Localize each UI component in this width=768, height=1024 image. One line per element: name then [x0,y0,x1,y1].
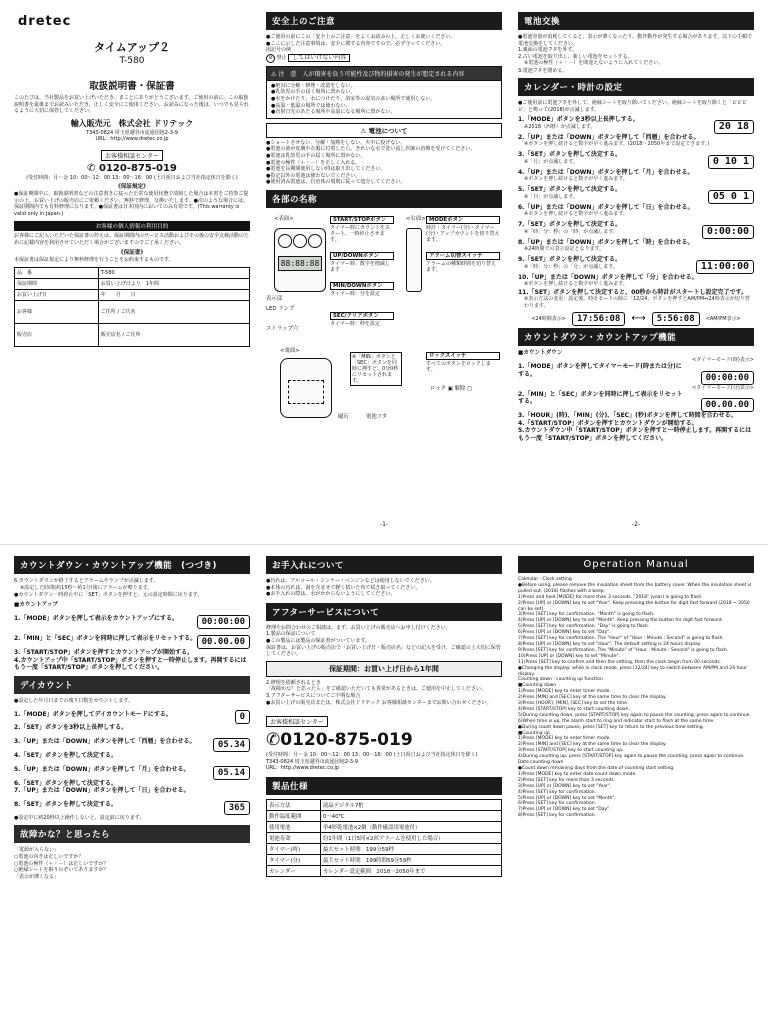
manual-line: 4)Press [START/STOP] key to start counting down. [518,706,630,712]
after-service-heading: アフターサービスについて [266,603,502,621]
safety-heading: 安全上のご注意 [266,12,502,30]
knob-button [308,234,322,248]
step-text: 5.「UP」または「DOWN」ボタンを押して「月」を合わせる。 [14,765,190,773]
step-row [14,760,250,780]
operation-manual-heading: Operation Manual [518,556,754,573]
step-text: 1.「MODE」ボタンを押して表示をカウントアップにする。 [14,615,179,623]
warranty-heading: 《保証規定》 [115,183,149,190]
battery-change-intro: ●電池容量が消耗してくると、表示が薄くなったり、動作動作が発生する場合があります。以下の手順で電池交換をしてください。 [518,34,752,47]
lcd-label: 表示部 [266,295,283,302]
manual-line: ■Counting up [518,730,550,736]
step-note: ※「月」が点滅します。 [524,158,578,165]
after-intro: 修理やお問合わせのご相談は、まず、お買い上げの販売店へお申し付けください。 [266,624,451,631]
lcd-display: 05 0 1 [708,190,754,204]
warning-icon: ⚠ [271,70,277,78]
manual-line: 3)Press [SET] key for confirmation. "Month" is going to flash. [518,612,655,618]
importer-address: T343-0824 埼玉県越谷市流通団地2-3-9 [86,129,178,136]
step-note: ※ボタンを押し続けると数字が早く進みます。 [524,281,628,288]
support-hours: (受付時間：月～金 10：00～12：00 13：00～16：00 (土日祝日および当社指定休日を除く) [266,752,478,759]
battery-step: 2.古い電池を取り出し、新しい電池をセットする。 [518,53,633,60]
knob-button [293,234,307,248]
manual-line: 6)When time is up, the alarm start to ring and indicator start to flash at the same time. [518,718,715,724]
step-text: 4.「START/STOP」ボタンを押すとカウントダウンが開始する。 [518,419,698,427]
step-text: 2.「MIN」と「SEC」ボタンを同時に押して表示をリセットする。 [14,635,197,643]
manual-line: Date counting down [518,760,564,766]
countup-subheading: ■カウントアップ [14,601,58,608]
manual-line: 9)Press [SET] key for confirmation. The "Minute" of "Hour : Minute : Second" is going to flash. [518,647,729,653]
step-text: 8.「SET」ボタンを押して決定する。 [14,800,117,808]
warranty-card-title: 《保証書》 [118,249,146,256]
page-number: -1- [379,521,389,528]
repair-line: 2.修理を依頼されるとき [266,679,321,686]
symbol-label: 図記号の例 [266,47,292,54]
24h-display: 17:56:08 [572,312,625,326]
manual-line: 2)Press [MIN] and [SEC] key at the same time to clear the display. [518,695,667,701]
countup-steps [14,609,250,672]
step-text: 9.「SET」ボタンを押して決定する。 [518,256,621,264]
privacy-heading: お客様の個人情報の利用目的 [14,221,250,231]
callout-alarm-switch: アラーム切替スイッチ アラームの種類時間を切り替えます。 [426,252,500,273]
after-line: 1.製品の保証について [266,631,316,638]
lcd-display: 20 18 [714,120,754,134]
manual-line: ●Changing the display: while in clock mode, press [12/24] key to switch between AM/PM and 24-hour display. [518,665,747,677]
caution-body: ●絶対に分解・修理・改造をしない。 ●乳幼児の手の届く場所に置かない。 ●水をかけたり、水につけたり、浴室等の湿気の多い場所で使用しない。 ●高温・低温の場所では使わない。 ●直射日光のあたる場所や高温になる場所に置かない。 [266,81,502,119]
step-text: 2.「SET」ボタンを3秒以上長押しする。 [14,724,128,732]
lcd-display: 00.00.00 [701,398,754,412]
warranty-card-text: 本保証書は保証規定により無料修理を行うことをお約束するものです。 [14,256,174,263]
callout-lock: ロックスイッチ すべてのボタンをロックします。 [426,352,500,373]
manual-line: 5)Press [SET] key for confirmation. "Day" is going to flash. [518,624,650,630]
battery-step: 3.電池フタを閉める。 [518,67,568,74]
privacy-text: お客様にご記入いただいた保証書の控えは、保証期間内のサービス活動およびその後の安全点検活動のために記載内容を利用させていただく場合がございますのでご了承ください。 [14,233,250,246]
callout-mode: MODEボタン 時計・タイマー(分)・タイマー(分)・アップカウントを切り替えます。 [426,216,500,243]
step-note: ※ボタンを押し続けると数字が早く進みます。(2018～2050年まで設定できます。) [524,141,710,148]
countdown-heading: カウントダウン・カウントアップ機能 [518,328,754,346]
step-note: ※「時：分：秒」の「分」が点滅します。 [524,263,618,270]
swap-arrow-icon: ⟷ [631,313,646,325]
manual-line: 4)Press [UP] or [DOWN] key to set "Month". Keep pressing the button for digit fast forward. [518,618,723,624]
manual-line: 11)Press [SET] key to confirm and then the setting, then the clock begin from 00 seconds. [518,659,722,665]
troubleshoot-heading: 故障かな？と思ったら [14,825,250,843]
manual-line: 6)Press [SET] key for confirmation. [518,801,597,807]
safety-line-1: ●ご使用の前にこの「安全上のご注意」をよくお読みの上、正しくお使いください。 [266,34,456,40]
step-row [518,274,754,289]
step-row [14,787,250,795]
step-row [14,609,250,629]
repair-line: 「故障かな？と思ったら」をご確認いただいても異常があるときは、ご使用を中止してください。 [266,686,487,693]
step-row [518,169,754,184]
cd-note: ※設定した時間(約15秒～約1分)後にアラームが鳴ります。 [20,584,153,591]
warranty-card-table: 品 番 T-580 保証期間 お買い上げ日より 1年間 お買い上げ日 年 月 日 お客様 ご住所 / ご氏名 販売店 販売店名 / ご住所 [14,267,250,347]
step-row [518,427,754,442]
support-hours: (受付時間：月～金 10：00～12：00 13：00～16：00 (土日祝日および当社指定休日を除く) [26,174,238,181]
phone-number: ✆ 0120-875-019 [87,162,177,174]
step-row [14,732,250,752]
step-text: 10.「UP」または「DOWN」ボタンを押して「分」を合わせる。 [518,273,698,281]
step-row [14,629,250,649]
care-line: ●お手入れの際は、水がかからないようにしてください。 [266,591,396,598]
lcd-display: 00.00.00 [197,635,250,649]
ampm-label: <AM/PM表示> [705,315,741,322]
manual-line: 3)Press [START/STOP] key to start counting up. [518,748,624,754]
step-note: ※ボタンを押し続けると数字が早く進みます。 [524,176,628,183]
step-text: 6.「UP」または「DOWN」ボタンを押して「日」を合わせる。 [518,203,694,211]
manual-line: ●During count down pause, press [SET] key to return to the previous time setting. [518,724,705,730]
step-text: 3.「SET」ボタンを押して決定する。 [518,151,621,159]
product-title: タイムアップ２ [93,41,170,54]
repair-line: 3.アフターサービスについてご不明な場合 [266,692,361,699]
trouble-line: 「電源が入らない」 [14,847,60,854]
step-row [14,724,250,732]
led-label: LED ランプ [266,305,295,312]
manual-line: ■Counting down [518,683,557,689]
operation-manual-text [518,577,754,819]
lcd-display: 05.14 [213,766,250,780]
cd-line: 6.カウントダウンが終了するとアラームやランプが点滅します。 [14,578,159,584]
step-row [518,134,754,149]
step-text: 7.「UP」または「DOWN」ボタンを押して「日」を合わせる。 [14,787,190,795]
manual-line: 2)Press [MIN] and [SEC] key at the same time to clear the display. [518,742,667,748]
manual-line: 4)During counting up, press [START/STOP] key again to pause the counting; press again to continue. [518,754,745,760]
warning-icon: ⚠ [360,126,367,135]
spec-table: 表示方法 液晶デジタル7桁 動作温度範囲 0～40℃ 使用電池 単4形乾電池×2個（動作確認用電池付） 電池寿命 約1年間（1日5回×2回アラームを使用した場合） タイマー(時) 最大セット時間 199分59秒 タイマー(分) 最大セット時間 199時間59分59秒 カレンダー カレンダー設定範囲 2018～2050年まで [266,799,502,877]
lcd-display: 0 [235,710,250,724]
step-note: ※24時間での表示設定となります。 [524,246,605,253]
step-note: ※ボタンを押し続けると数字が早く進みます。 [524,211,628,218]
lcd-display: 88:88:88 [278,256,322,271]
calendar-panel [518,12,754,532]
manual-line: 7)Press [UP] or [DOWN] key to set "Day". [518,807,611,813]
care-line: ●本体の汚れは、湯を含ませて軽く拭いた布で拭き取ってください。 [266,584,421,591]
step-text: 3.「START/STOP」ボタンを押すとカウントアップが開始する。 [14,649,193,656]
calendar-steps [518,114,754,310]
strap-label: ストラップ穴 [266,325,299,332]
manual-line: 1)Press [MODE] key to enter timer mode. [518,689,611,695]
step-text: 7.「SET」ボタンを押して決定する。 [518,221,621,229]
lcd-display: 0 10 1 [708,155,754,169]
trouble-line: ○電池の極性（＋・－）は正しいですか？ [14,860,109,867]
warranty-text: ●保証期間中に、取扱説明書などの注意書きに従った正常な使用状態で故障した場合は本書をご持参ご提示の上、お買い上げの販売店にご依頼ください。無料で修理、交換いたします。●次のような場合には、保証期間内でも有料修理になります。●保証書は日本国内においてのみ有効です。(This warranty is valid only in Japan.) [14,190,249,217]
callout-sec-clear: SEC/クリアボタン タイマー時：秒を設定 [330,312,394,327]
manual-line: ●Before using, please remove the insulation sheet from the battery cover. When the insulation sheet is pulled out, (2018) flashes with a beep. [518,582,752,594]
cd-line: ●カウントダウン一時停止中に「SET」ボタンを押すと、元の設定時間に戻ります。 [14,592,203,598]
step-row [14,795,250,815]
manual-line: 1)Press [MODE] key to enter timer mode. [518,736,611,742]
time-format-compare [518,312,754,326]
battery-step-note: ※電池の極性（＋・－）を間違えないように入れてください。 [524,60,664,67]
lcd-display: 11:00:00 [696,260,754,274]
calendar-intro: ●ご使用前に電池フタを外して、絶縁シートを取り除いてください。絶縁シートを取り除くと「ピピピピ」と鳴って(2018)が点滅します。 [518,100,747,113]
step-text: 6.「SET」ボタンを押して決定する。 [14,779,117,787]
battery-item: ●使用済み電池は、自治体の規則に従って処分してください。 [266,179,406,186]
safety-line-2: ●ここに示した注意事項は、安全に関する内容ですので、必ず守ってください。 [266,40,446,47]
step-row [14,752,250,760]
countdown-steps [518,357,754,442]
after-line: 保証書は、お買い上げの販売店で「お買い上げ日・販売店名」などの記入を受け、ご確認の上大切に保管してください。 [266,644,501,658]
battery-cover-label: 電池フタ [366,413,388,420]
parts-heading: 各部の名称 [266,190,502,208]
parts-diagram [266,212,502,424]
manual-title: 取扱説明書・保証書 [89,81,175,92]
support-address: T343-0824 埼玉県越谷市流通団地2-3-9 [266,758,358,765]
magnet-label: 磁石 [338,413,349,420]
step-row [518,149,754,169]
step-row [14,649,250,657]
importer-name: 輸入販売元 株式会社 ドリテック [70,118,194,128]
lcd-display: 00:00:00 [197,615,250,629]
step-row [518,289,754,310]
step-text: 8.「UP」または「DOWN」ボタンを押して「時」を合わせる。 [518,238,694,246]
manual-line: 1)Press [MODE] key to enter date count down mode. [518,771,637,777]
lcd-caption: <タイマーモード(時)表示> [692,357,754,364]
manual-line: 2)Press [UP] or [DOWN] key to set "Year". Keep pressing the button for digit fast forward (2018 ~ 2050 can be set). [518,600,750,612]
page-number: -2- [631,521,641,528]
callout-start-stop: START/STOPボタン タイマー時にカウントをスタート、一時停止させます。 [330,216,394,243]
trouble-line: ○電池の向きは正しいですか？ [14,853,84,860]
manual-line: 4)Press [SET] key for confirmation. [518,789,597,795]
manual-line: 5)Press [UP] or [DOWN] key to set "Month". [518,795,616,801]
manual-line: 10)Press [UP] or [DOWN] key to set "Minute". [518,653,621,659]
model-number: T-580 [119,56,145,66]
prohibition-icon: ⊘ [266,54,275,63]
reset-note: ※「MIN」ボタンと「SEC」ボタンを同時に押すと、0分0秒にリセットされます。 [350,352,402,386]
lock-icon: ▣ [447,385,453,392]
manual-line: 5)During counting down, press [START/STOP] key again to pause the counting; press again to continue. [518,712,751,718]
step-row [518,357,754,384]
brand-logo: dretec [18,14,72,29]
step-text: 11.「SET」ボタンを押して決定すると、00秒から時計がスタートし設定完了です。 [518,288,748,296]
step-row [518,114,754,134]
lcd-display: 00:00:00 [701,371,754,385]
manual-line: 2)Press [SET] key for more than 3 seconds. [518,777,616,783]
step-text: 1.「MODE」ボタンを押してタイマーモード(時または分)にする。 [518,363,682,379]
step-row [14,657,250,672]
step-row [518,184,754,204]
countdown-cont-heading: カウントダウン・カウントアップ機能 (つづき) [14,556,250,574]
step-row [518,254,754,274]
care-line: ●汚れは、アルコール・シンナー・ベンジンなどは使用しないでください。 [266,578,435,584]
lcd-display: 0:00:00 [702,225,754,239]
cover-panel [14,12,250,532]
step-text: 3.「HOUR」(時)、「MIN」(分)、「SEC」(秒)ボタンを押して時間を合わせる。 [518,412,737,420]
manual-line: 3)Press [HOUR], [MIN], [SEC] key to set the time. [518,701,629,707]
24h-label: <24時間表示> [531,315,566,322]
importer-url: URL：http://www.dretec.co.jp [95,136,169,143]
fold-line [0,544,768,545]
trouble-line: ○絶縁シートを取りのぞいてありますか？ [14,867,109,874]
countdown-subheading: ■カウントダウン [518,349,563,356]
step-note: ※「時：分：秒」の「時」が点滅します。 [524,228,618,235]
right-label: <右面> [406,215,426,222]
step-text: 4.「UP」または「DOWN」ボタンを押して「月」を合わせる。 [518,168,694,176]
unlock-icon: ▢ [467,385,473,392]
lcd-display: 365 [224,801,250,815]
callout-min-down: MIN/DOWNボタン タイマー時：分を設定 [330,282,394,297]
step-text: 1.「MODE」ボタンを3秒以上長押しする。 [518,116,639,124]
battery-item: ●電池を長期間使用しない時は取り出してください。 [266,166,386,173]
step-text: 5.カウントダウン中「START/STOP」ボタンを押すと一時停止します。再開するにはもう一度「START/STOP」ボタンを押してください。 [518,427,752,442]
step-text: 2.「UP」または「DOWN」ボタンを押して「西暦」を合わせる。 [518,133,700,141]
knob-button [278,234,292,248]
caution-header: ⚠ 注 意 人が傷害を負う可能性及び物的損害の発生が想定される内容 [266,66,502,81]
after-line: ●この製品には製品の保証書がついています。 [266,637,370,644]
step-text: 4.「SET」ボタンを押して決定する。 [14,751,117,759]
manual-line: 7)Press [SET] key for confirmation. The "Hour" of "Hour : Minute : Second" is going to flash. [518,636,724,642]
symbol-example: ⊘ 禁止 してはいけない内容 [266,54,502,63]
back-label: <裏面> [280,347,300,354]
step-note: ※「日」が点滅します。 [524,193,578,200]
step-row [518,204,754,219]
step-row [14,704,250,724]
battery-cover [288,380,324,404]
battery-change-heading: 電池交換 [518,12,754,30]
manual-line: ●Count down remaining days from the date of counting start setting. [518,766,675,771]
intro-text: このたびは、当社製品をお買い上げいただき、まことにありがとうございます。ご使用の前に、この取扱説明書を最後までお読みいただき、正しく安全にご使用ください。お読みになった後は、いつでも見られるように大切に保管してください。 [14,95,249,115]
battery-item: ●電池は乳幼児の手の届く場所に置かない。 [266,152,366,159]
step-text: 5.「SET」ボタンを押して決定する。 [518,186,621,194]
calendar-heading: カレンダー・時計の設定 [518,78,754,96]
step-row [518,239,754,254]
lcd-caption: <タイマーモード(分)表示> [692,384,754,391]
spec-heading: 製品仕様 [266,777,502,795]
manual-line: 8)Press [SET] key for confirmation. [518,813,597,819]
daycount-heading: デイカウント [14,676,250,694]
battery-item: ●指定以外の電池は使わないでください。 [266,172,361,179]
manual-line: 8)Press [UP] or [DOWN] key to set "Hour". The default setting is 24 hours display. [518,641,702,647]
countup-panel [14,556,250,1020]
manual-line: 6)Press [UP] or [DOWN] key to set "Day". [518,630,611,636]
service-panel [266,556,502,1020]
step-row [518,385,754,412]
battery-item: ●電池の極性（＋・－）を正しく入れる。 [266,159,361,166]
callout-up-down: UP/DOWNボタン タイマー時：数字を増減します [330,252,394,273]
daycount-intro: ●設定した年月日までの残り日数をカウントします。 [14,697,133,704]
step-text: 1.「MODE」ボタンを押してデイカウントモードにする。 [14,710,172,718]
manual-line: 3)Press [UP] or [DOWN] key to set "Year". [518,783,612,789]
phone-number: ✆0120-875-019 [266,730,413,751]
step-text: 4.カウントアップ中「START/STOP」ボタンを押すと一時停止します。再開するにはもう一度「START/STOP」ボタンを押してください。 [14,656,247,672]
repair-line: ●お買い上げの販売店または、株式会社ドリテック お客様相談センターまでお問い合わせください。 [266,699,492,706]
manual-line: Counting down · counting up function [518,677,603,683]
step-text: 2.「MIN」と「SEC」ボタンを同時に押して表示をリセットする。 [518,390,683,406]
battery-step: 1.裏面の電池フタを外す。 [518,47,578,54]
care-heading: お手入れについて [266,556,502,574]
daycount-steps [14,704,250,814]
phone-icon: ✆ [87,162,96,174]
front-label: <表面> [274,215,294,222]
manual-line: 1)Press and hold [MODE] for more than 3 seconds. "2018" (year) is going to flash. [518,594,703,600]
timer-side [406,228,422,292]
daycount-note: ●設定中に約20秒以上操作しないと、設定前に戻ります。 [14,814,145,821]
safety-panel [266,12,502,532]
step-note: ※2018（西暦）が点滅します。 [524,123,596,130]
support-center-label: お客様相談センター [101,150,163,161]
manual-line: Calendar · Clock setting [518,577,572,582]
support-center-label: お客様相談センター [266,716,328,727]
trouble-line: 「表示が薄くなる」 [14,873,60,880]
lcd-display: 05.34 [213,738,250,752]
step-text: 3.「UP」または「DOWN」ボタンを押して「西暦」を合わせる。 [14,738,196,746]
ampm-display: 5:56:08 [652,312,700,326]
warranty-period-box: 保証期間：お買い上げ日から1年間 [266,661,502,677]
operation-manual-panel [518,556,754,1020]
step-note: ※表示方法の変更：設定後、時計モードの時に「12/24」ボタンを押すとAM/PM⇔24時表示が切り替わります。 [524,296,750,309]
battery-warning-heading: ⚠ 電池について [266,123,502,138]
phone-icon: ✆ [266,730,281,751]
battery-item: ●ショートさせない、分解・加熱をしない、火中に投げない。 [266,139,406,146]
support-url: URL：http://www.dretec.co.jp [266,765,340,772]
lock-state: ロック ▣ 解除 ▢ [430,385,473,392]
step-row [518,412,754,420]
battery-item: ●電池の液が皮膚や衣服に付着したら、きれいな水で洗い流し医師の治療を受けてください。 [266,146,476,153]
step-row [518,219,754,239]
